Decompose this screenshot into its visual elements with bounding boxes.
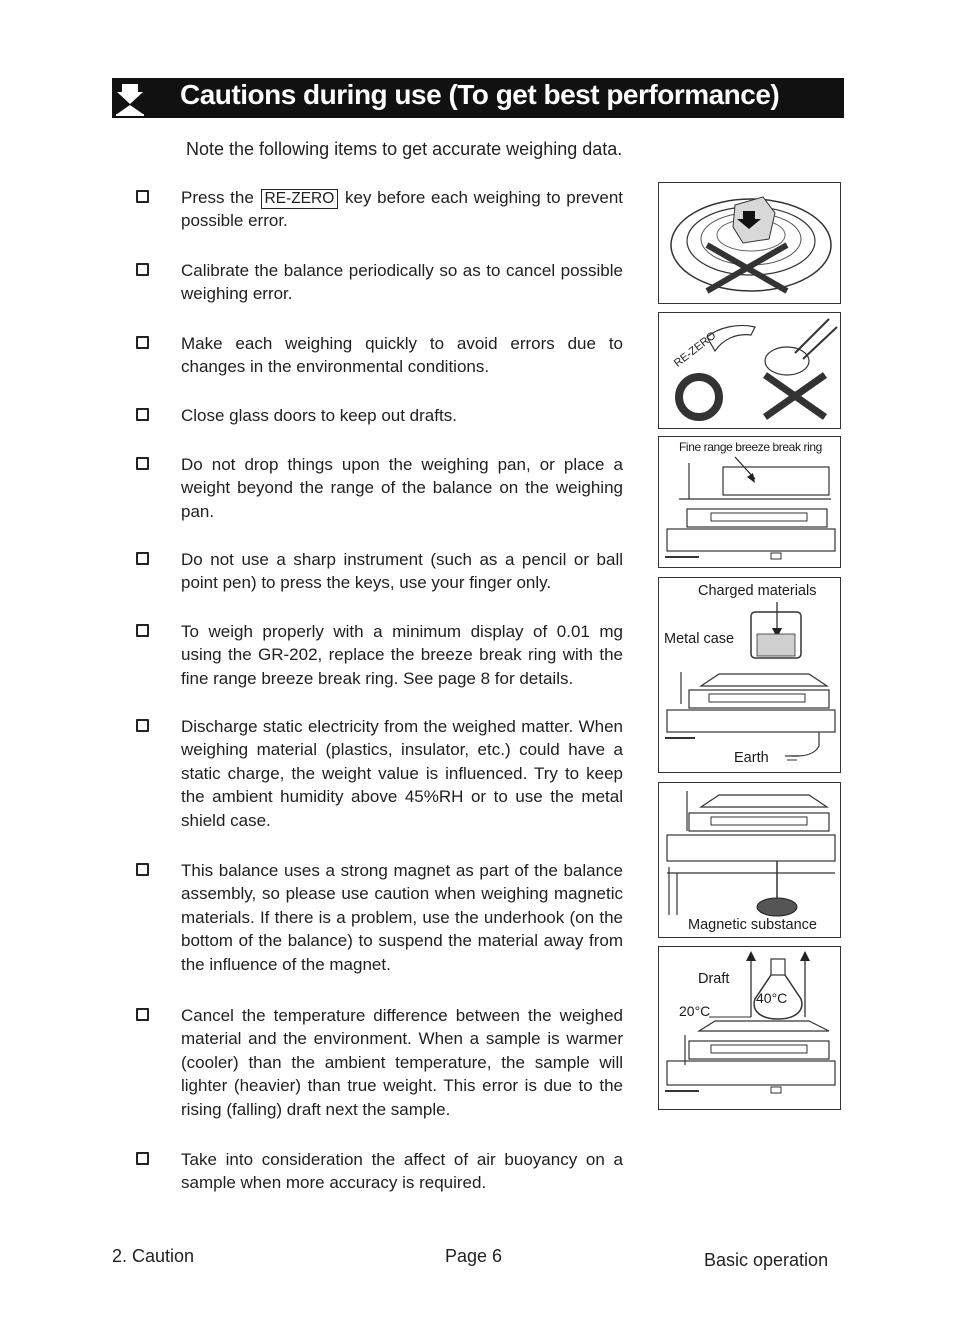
- checkbox-icon: [136, 1008, 149, 1021]
- magnetic-substance-label: Magnetic substance: [688, 917, 817, 933]
- figure-breeze-ring: [658, 436, 841, 568]
- figure-magnetic-substance: [658, 782, 841, 938]
- item-text-after: key before each weighing to prevent possible error.: [181, 188, 624, 231]
- checkbox-icon: [136, 1152, 149, 1165]
- checkbox-icon: [136, 263, 149, 276]
- figure-finger-vs-pencil: [658, 312, 841, 429]
- checkbox-icon: [136, 457, 149, 470]
- draft-label: Draft: [698, 971, 730, 987]
- footer-section: 2. Caution: [112, 1246, 195, 1266]
- sample-temp-label: 40°C: [756, 990, 788, 1006]
- checkbox-icon: [136, 408, 149, 421]
- checkbox-icon: [136, 190, 149, 203]
- checkbox-icon: [136, 336, 149, 349]
- intro-text: Note the following items to get accurate weighing data.: [186, 139, 623, 159]
- item-text: Make each weighing quickly to avoid errors due to changes in the environmental conditions.: [181, 334, 623, 377]
- item-text: Cancel the temperature difference between the weighed material and the environment. When a sample is warmer (cooler) than the ambient temperature, the sample will lighter (heavier) than true weight. This error is due to the rising (falling) draft next the sample.: [181, 1006, 623, 1119]
- item-text: Do not drop things upon the weighing pan, or place a weight beyond the range of the balance on the weighing pan.: [181, 455, 623, 521]
- figure-drop-weight: [658, 182, 841, 304]
- item-text: Discharge static electricity from the weighed matter. When weighing material (plastics, insulator, etc.) could have a static charge, the weight value is influenced. Try to keep the ambient humidity above 45%RH or to use the metal shield case.: [181, 717, 623, 830]
- checkbox-icon: [136, 624, 149, 637]
- checkbox-icon: [136, 552, 149, 565]
- breeze-ring-label: Fine range breeze break ring: [679, 440, 822, 454]
- figure-temperature-draft: [658, 946, 841, 1110]
- item-text: This balance uses a strong magnet as part of the balance assembly, so please use caution when weighing magnetic materials. If there is a problem, use the underhook (on the bottom of the balance) to suspend the material away from the influence of the magnet.: [181, 861, 623, 974]
- download-arrow-icon: [112, 78, 148, 118]
- section-header: [112, 78, 844, 118]
- item-text: Do not use a sharp instrument (such as a pencil or ball point pen) to press the keys, use your finger only.: [181, 550, 623, 593]
- figure-charged-materials: [658, 577, 841, 773]
- charged-materials-label: Charged materials: [698, 583, 817, 599]
- item-text: To weigh properly with a minimum display of 0.01 mg using the GR-202, replace the breeze break ring with the fine range breeze break ring. See page 8 for details.: [181, 622, 623, 688]
- footer-page-number: Page 6: [445, 1246, 503, 1266]
- footer-chapter: Basic operation: [704, 1250, 829, 1270]
- earth-label: Earth: [734, 750, 769, 766]
- item-text: Close glass doors to keep out drafts.: [181, 406, 457, 425]
- item-text-before: Press the: [181, 188, 254, 207]
- item-text: Calibrate the balance periodically so as to cancel possible weighing error.: [181, 261, 623, 304]
- item-text: Take into consideration the affect of air buoyancy on a sample when more accuracy is required.: [181, 1150, 623, 1193]
- re-zero-key: RE-ZERO: [261, 189, 339, 209]
- ambient-temp-label: 20°C: [679, 1003, 711, 1019]
- checkbox-icon: [136, 719, 149, 732]
- re-zero-key-label: RE-ZERO: [671, 329, 719, 370]
- metal-case-label: Metal case: [664, 631, 735, 647]
- item-text: [181, 186, 623, 233]
- checkbox-icon: [136, 863, 149, 876]
- section-title: Cautions during use (To get best performance): [180, 79, 780, 110]
